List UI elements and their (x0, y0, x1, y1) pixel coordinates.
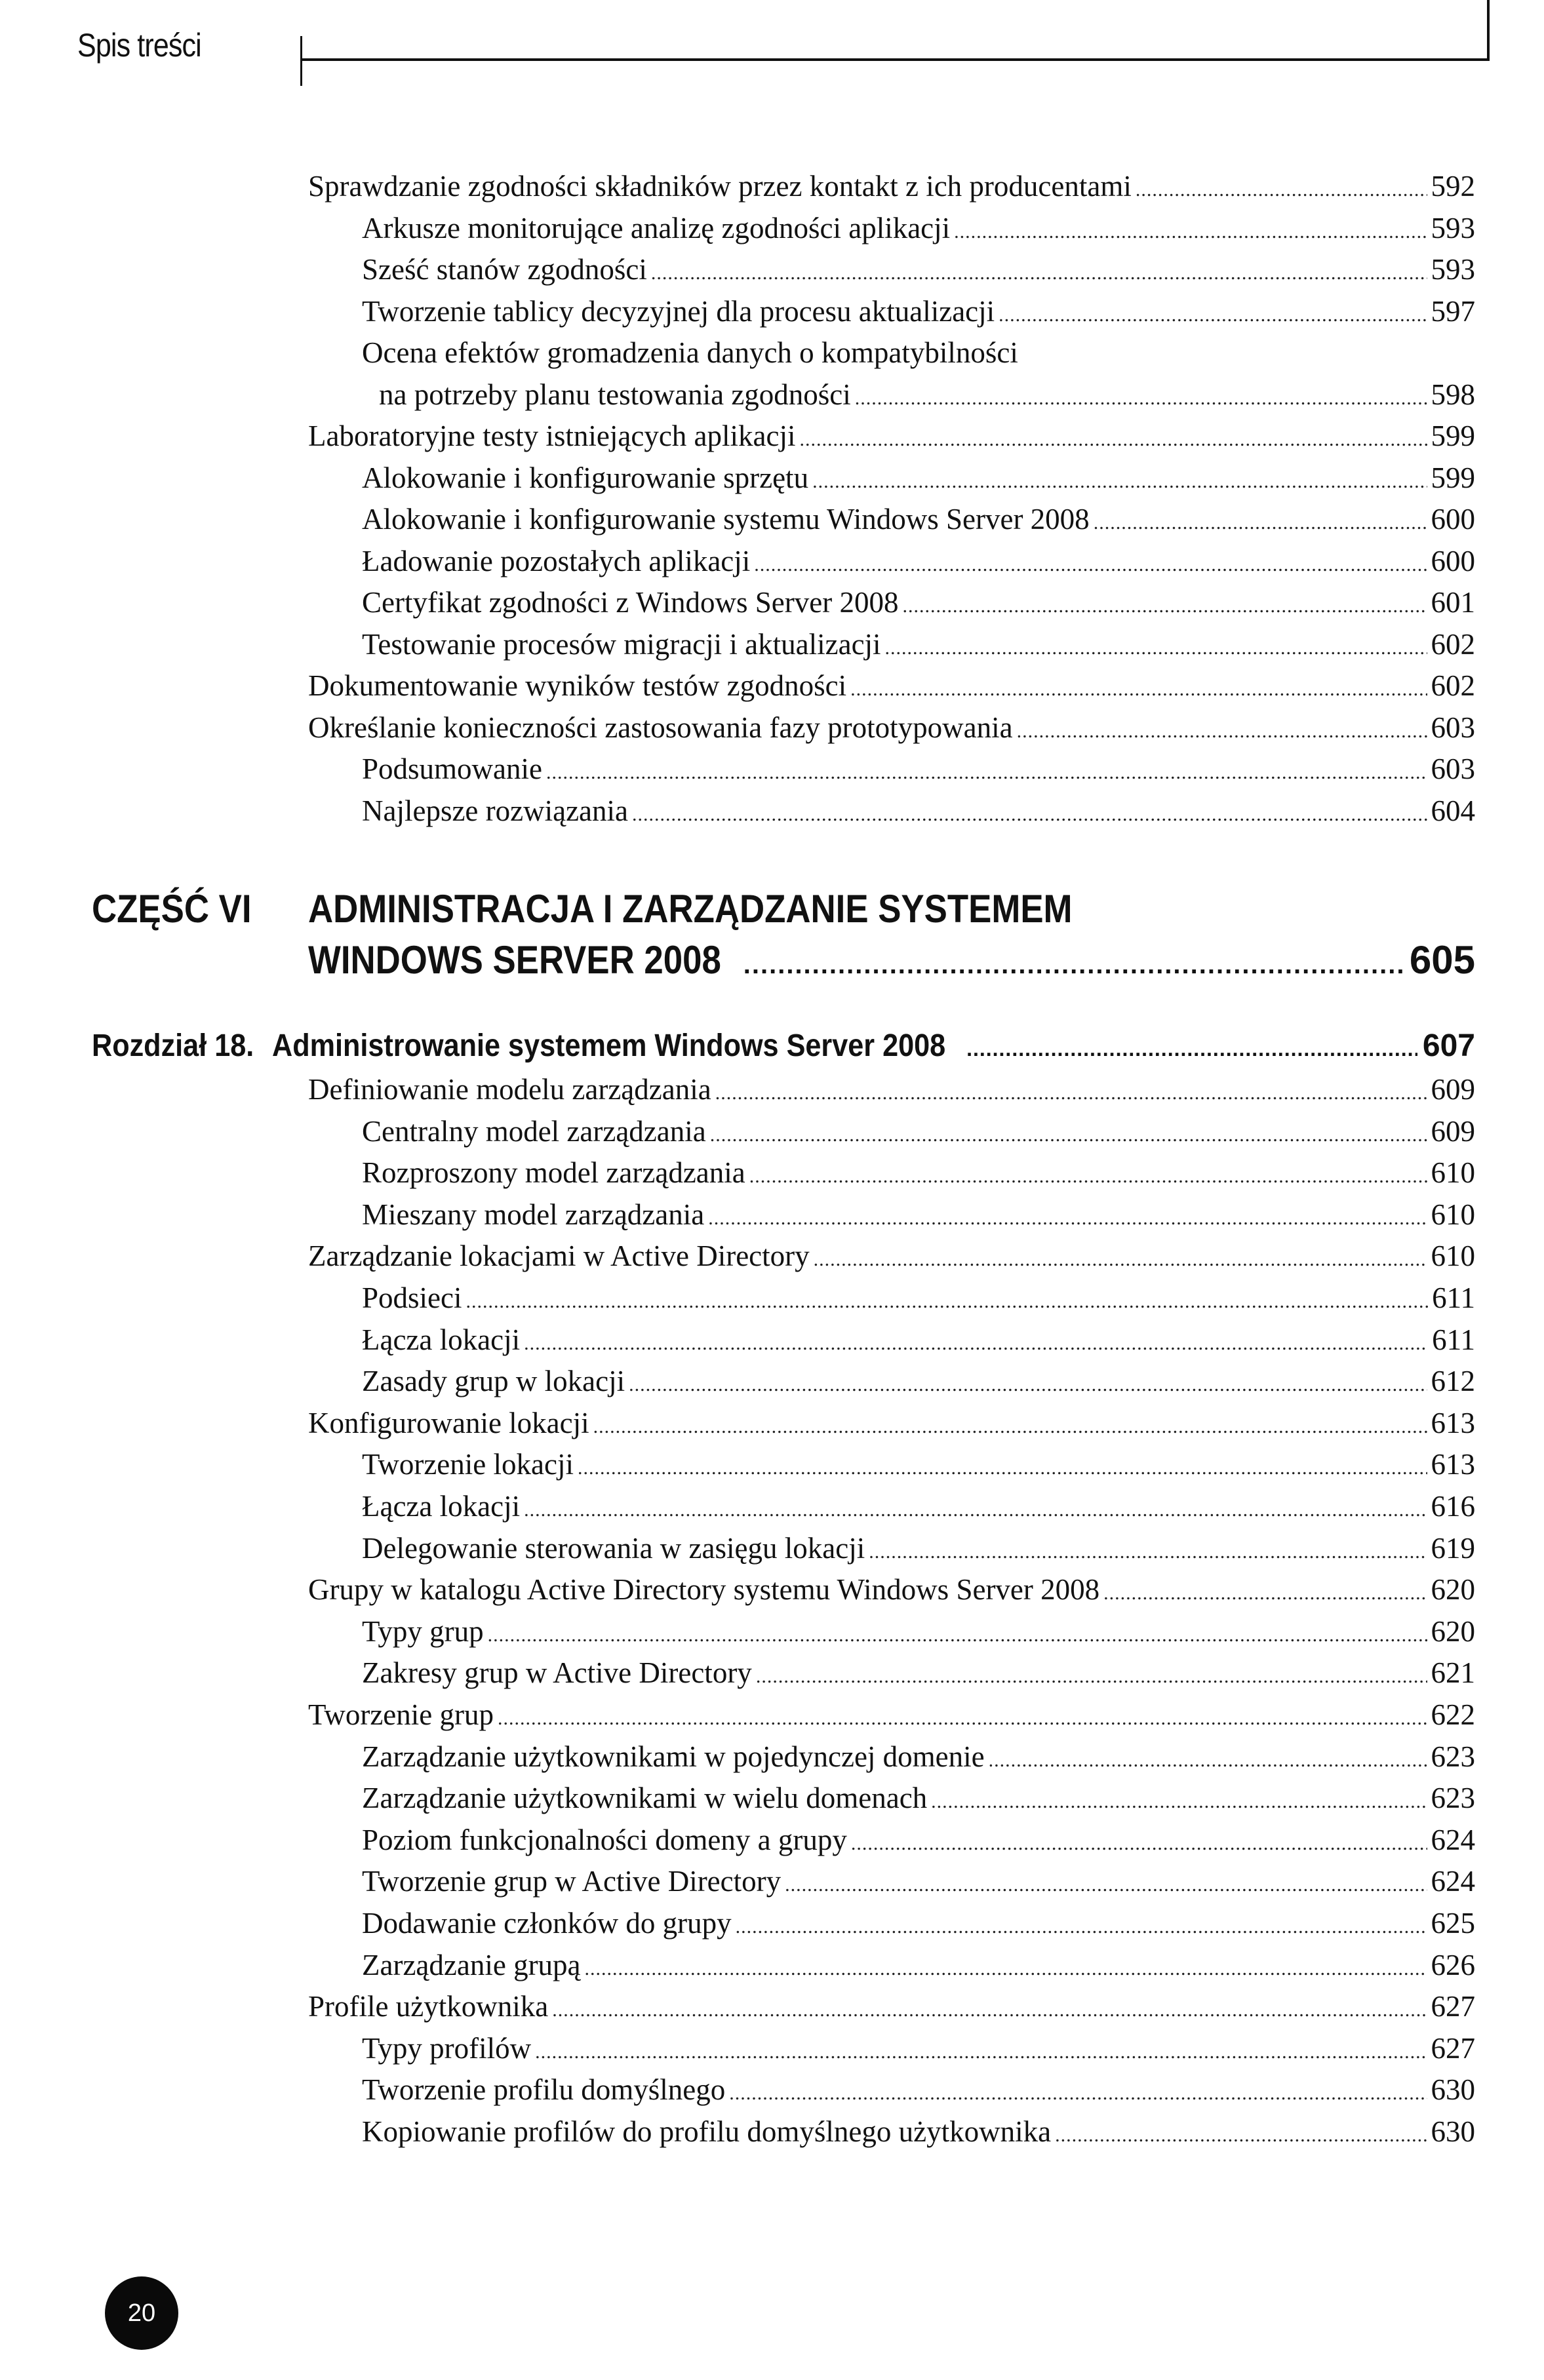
toc-entry-label: Alokowanie i konfigurowanie sprzętu (362, 461, 809, 494)
dot-leader (651, 263, 1427, 283)
toc-entry-label: Sprawdzanie zgodności składników przez kontakt z ich producentami (308, 170, 1132, 203)
toc-entry-label: Dodawanie członków do grupy (362, 1907, 732, 1940)
dot-leader (754, 555, 1427, 575)
toc-entry-label: Łącza lokacji (362, 1490, 521, 1523)
toc-entry-page: 609 (1431, 1073, 1475, 1106)
dot-leader (535, 2042, 1427, 2062)
dot-leader (885, 638, 1427, 658)
toc-entry-page: 592 (1431, 170, 1475, 203)
toc-entry-page: 612 (1431, 1365, 1475, 1398)
toc-entry[interactable] (362, 1784, 1475, 1813)
dot-leader (578, 1458, 1427, 1478)
toc-entry-label: Kopiowanie profilów do profilu domyślnego użytkownika (362, 2115, 1052, 2148)
dot-leader (546, 763, 1427, 783)
toc-entry-label: Poziom funkcjonalności domeny a grupy (362, 1823, 847, 1856)
toc-entry[interactable] (362, 1325, 1475, 1355)
toc-entry-page: 613 (1431, 1448, 1475, 1481)
toc-entry[interactable] (308, 713, 1475, 743)
dot-leader (851, 1834, 1427, 1854)
toc-entry-page: 624 (1431, 1865, 1475, 1898)
part-title-line2: WINDOWS SERVER 2008 (308, 938, 721, 982)
toc-entry-page: 620 (1431, 1573, 1475, 1607)
dot-leader (855, 389, 1427, 408)
toc-entry-page: 627 (1431, 2031, 1475, 2065)
toc-entry[interactable] (379, 380, 1475, 410)
toc-entry-label: Podsumowanie (362, 752, 542, 785)
toc-entry-label: Konfigurowanie lokacji (308, 1406, 589, 1439)
toc-entry-page: 609 (1431, 1114, 1475, 1148)
toc-entry-label: Zakresy grup w Active Directory (362, 1656, 752, 1690)
dot-leader (1094, 513, 1427, 533)
toc-entry-label: Ładowanie pozostałych aplikacji (362, 544, 751, 577)
toc-entry-page: 624 (1431, 1823, 1475, 1856)
toc-entry-label: Laboratoryjne testy istniejących aplikacji (308, 419, 796, 452)
toc-entry-label: Sześć stanów zgodności (362, 253, 647, 286)
toc-entry[interactable] (362, 1948, 1475, 1981)
toc-entry-page: 610 (1431, 1239, 1475, 1273)
toc-entry-page: 593 (1431, 253, 1475, 286)
header-rule (300, 58, 1490, 61)
toc-entry-label: Arkusze monitorujące analizę zgodności aplikacji (362, 211, 951, 244)
toc-entry[interactable] (308, 172, 1475, 201)
chapter-title: Administrowanie systemem Windows Server 2008 (271, 1028, 945, 1063)
toc-entry-label: Certyfikat zgodności z Windows Server 2008 (362, 586, 899, 619)
toc-entry-label: Ocena efektów gromadzenia danych o kompatybilności (362, 336, 1018, 369)
toc-entry[interactable] (362, 1867, 1475, 1896)
toc-entry-label: Centralny model zarządzania (362, 1114, 706, 1148)
toc-entry[interactable] (362, 1825, 1475, 1855)
toc-entry-page: 610 (1431, 1156, 1475, 1190)
toc-entry-page: 623 (1431, 1782, 1475, 1815)
part-title-line1: ADMINISTRACJA I ZARZĄDZANIE SYSTEMEM (308, 887, 1073, 931)
toc-entry-page: 604 (1431, 794, 1475, 827)
chapter-page-number: 607 (1422, 1028, 1475, 1063)
toc-entry-label: Delegowanie sterowania w zasięgu lokacji (362, 1531, 865, 1565)
toc-entry[interactable] (362, 1909, 1475, 1938)
toc-entry[interactable] (362, 2075, 1475, 2105)
toc-entry-page: 630 (1431, 2115, 1475, 2148)
toc-entry[interactable] (362, 1614, 1475, 1648)
dot-leader (749, 1167, 1427, 1186)
dot-leader (585, 1959, 1427, 1979)
dot-leader (850, 680, 1427, 699)
toc-entry[interactable] (362, 1158, 1475, 1188)
toc-entry[interactable] (308, 1406, 1475, 1439)
toc-entry-label: Dokumentowanie wyników testów zgodności (308, 669, 847, 702)
toc-entry[interactable] (362, 544, 1475, 577)
dot-leader (1136, 180, 1427, 200)
dot-leader (524, 1334, 1428, 1354)
toc-entry[interactable] (308, 671, 1475, 701)
toc-entry[interactable] (308, 1700, 1475, 1730)
toc-entry-label: Podsieci (362, 1281, 462, 1314)
toc-entry[interactable] (362, 1658, 1475, 1688)
toc-entry-label: Łącza lokacji (362, 1323, 521, 1356)
toc-entry[interactable] (362, 754, 1475, 784)
toc-entry-page: 599 (1431, 419, 1475, 452)
dot-leader (989, 1751, 1427, 1770)
toc-entry[interactable] (362, 1200, 1475, 1230)
toc-entry-label: Definiowanie modelu zarządzania (308, 1073, 711, 1106)
toc-entry-label: Zarządzanie użytkownikami w wielu domenach (362, 1782, 928, 1815)
toc-entry[interactable] (362, 2031, 1475, 2065)
toc-entry[interactable] (308, 421, 1475, 451)
toc-entry[interactable] (362, 627, 1475, 661)
dot-leader (524, 1500, 1427, 1520)
dot-leader (710, 1125, 1427, 1145)
dot-leader (466, 1292, 1429, 1312)
toc-entry-page: 602 (1431, 669, 1475, 702)
dot-leader (785, 1875, 1427, 1895)
toc-entry-page: 601 (1431, 586, 1475, 619)
toc-entry-page: 600 (1431, 544, 1475, 577)
toc-entry[interactable] (362, 1367, 1475, 1396)
dot-leader (736, 1917, 1427, 1937)
toc-entry[interactable] (362, 1114, 1475, 1148)
toc-entry-page: 602 (1431, 627, 1475, 661)
dot-leader (954, 222, 1427, 242)
dot-leader (552, 2000, 1427, 2020)
dot-leader (1017, 722, 1427, 741)
toc-entry-page: 613 (1431, 1406, 1475, 1439)
toc-entry[interactable] (362, 1531, 1475, 1565)
toc-entry-page: 600 (1431, 503, 1475, 536)
toc-entry-label: Tworzenie grup w Active Directory (362, 1865, 782, 1898)
toc-entry-label: Tworzenie grup (308, 1698, 494, 1731)
toc-entry[interactable] (362, 588, 1475, 617)
page-number-badge: 20 (105, 2276, 178, 2350)
toc-entry-page: 621 (1431, 1656, 1475, 1690)
toc-entry-label: Określanie konieczności zastosowania fazy prototypowania (308, 711, 1013, 744)
dot-leader (708, 1209, 1427, 1228)
dot-leader (715, 1083, 1427, 1103)
toc-entry-label: Zasady grup w lokacji (362, 1365, 625, 1398)
toc-entry-label: Tworzenie profilu domyślnego (362, 2073, 726, 2107)
toc-entry-label: Typy profilów (362, 2031, 532, 2065)
toc-entry[interactable] (362, 505, 1475, 534)
toc-entry-page: 603 (1431, 752, 1475, 785)
dot-leader (869, 1542, 1427, 1562)
dot-leader (729, 2084, 1427, 2103)
part-title-row[interactable] (308, 937, 1475, 983)
dot-leader (999, 305, 1427, 325)
toc-entry[interactable] (362, 1283, 1475, 1313)
toc-entry-label: Mieszany model zarządzania (362, 1198, 705, 1231)
dot-leader (498, 1709, 1427, 1728)
toc-entry-label: Zarządzanie użytkownikami w pojedynczej domenie (362, 1740, 985, 1773)
dot-leader (629, 1375, 1427, 1395)
toc-entry-page: 593 (1431, 211, 1475, 244)
toc-entry[interactable] (362, 211, 1475, 244)
header-right-rule (1487, 0, 1490, 61)
dot-leader (632, 805, 1427, 825)
toc-entry-label: Tworzenie tablicy decyzyjnej dla procesu aktualizacji (362, 294, 995, 328)
toc-entry[interactable] (308, 1575, 1475, 1605)
running-header-title: Spis treści (77, 27, 201, 64)
toc-entry-label: Alokowanie i konfigurowanie systemu Windows Server 2008 (362, 503, 1090, 536)
toc-entry-label: Zarządzanie grupą (362, 1948, 581, 1981)
toc-entry-page: 611 (1432, 1281, 1475, 1314)
dot-leader (593, 1417, 1427, 1437)
toc-entry[interactable] (362, 1450, 1475, 1479)
toc-entry-label: Profile użytkownika (308, 1990, 549, 2023)
toc-entry-page: 598 (1431, 378, 1475, 411)
toc-entry-page: 619 (1431, 1531, 1475, 1565)
toc-entry-page: 622 (1431, 1698, 1475, 1731)
toc-entry-page: 611 (1432, 1323, 1475, 1356)
dot-leader (931, 1792, 1427, 1812)
header-vertical-tick (300, 36, 302, 86)
dot-leader (1103, 1584, 1427, 1603)
chapter-row[interactable] (92, 1028, 1475, 1064)
part-label: CZĘŚĆ VI (92, 887, 252, 931)
dot-leader (1055, 2126, 1427, 2145)
toc-entry-label: Zarządzanie lokacjami w Active Directory (308, 1239, 810, 1273)
toc-entry-label: Tworzenie lokacji (362, 1448, 574, 1481)
toc-entry-page: 599 (1431, 461, 1475, 494)
toc-entry-page: 620 (1431, 1614, 1475, 1648)
toc-entry[interactable] (362, 463, 1475, 493)
dot-leader (799, 430, 1427, 450)
dot-leader (812, 472, 1427, 492)
toc-entry[interactable] (308, 1992, 1475, 2021)
toc-entry[interactable] (362, 2117, 1475, 2147)
dot-leader (966, 1037, 1417, 1061)
toc-entry[interactable] (308, 1075, 1475, 1104)
toc-entry-page: 626 (1431, 1948, 1475, 1981)
toc-entry-page: 597 (1431, 294, 1475, 328)
toc-entry-page: 630 (1431, 2073, 1475, 2107)
toc-entry-page: 610 (1431, 1198, 1475, 1231)
dot-leader (902, 596, 1427, 616)
toc-entry-label: na potrzeby planu testowania zgodności (379, 378, 851, 411)
dot-leader (814, 1250, 1427, 1270)
toc-entry-label: Najlepsze rozwiązania (362, 794, 629, 827)
toc-entry-label: Typy grup (362, 1614, 484, 1648)
toc-entry[interactable] (362, 796, 1475, 826)
toc-entry-page: 603 (1431, 711, 1475, 744)
toc-entry-label: Testowanie procesów migracji i aktualizacji (362, 627, 881, 661)
toc-entry-label: Rozproszony model zarządzania (362, 1156, 745, 1190)
dot-leader (756, 1667, 1427, 1687)
toc-entry-page: 627 (1431, 1990, 1475, 2023)
toc-entry-page: 625 (1431, 1907, 1475, 1940)
toc-entry[interactable] (362, 1492, 1475, 1521)
toc-entry-page: 616 (1431, 1490, 1475, 1523)
part-page-number: 605 (1409, 938, 1475, 982)
toc-entry[interactable] (362, 338, 1475, 368)
toc-entry[interactable] (362, 1742, 1475, 1772)
dot-leader (743, 950, 1404, 980)
toc-entry-page: 623 (1431, 1740, 1475, 1773)
toc-entry[interactable] (308, 1241, 1475, 1271)
toc-entry[interactable] (362, 255, 1475, 284)
toc-entry[interactable] (362, 294, 1475, 328)
chapter-number: Rozdział 18. (92, 1028, 254, 1063)
toc-entry-label: Grupy w katalogu Active Directory systemu Windows Server 2008 (308, 1573, 1100, 1607)
dot-leader (488, 1626, 1427, 1645)
